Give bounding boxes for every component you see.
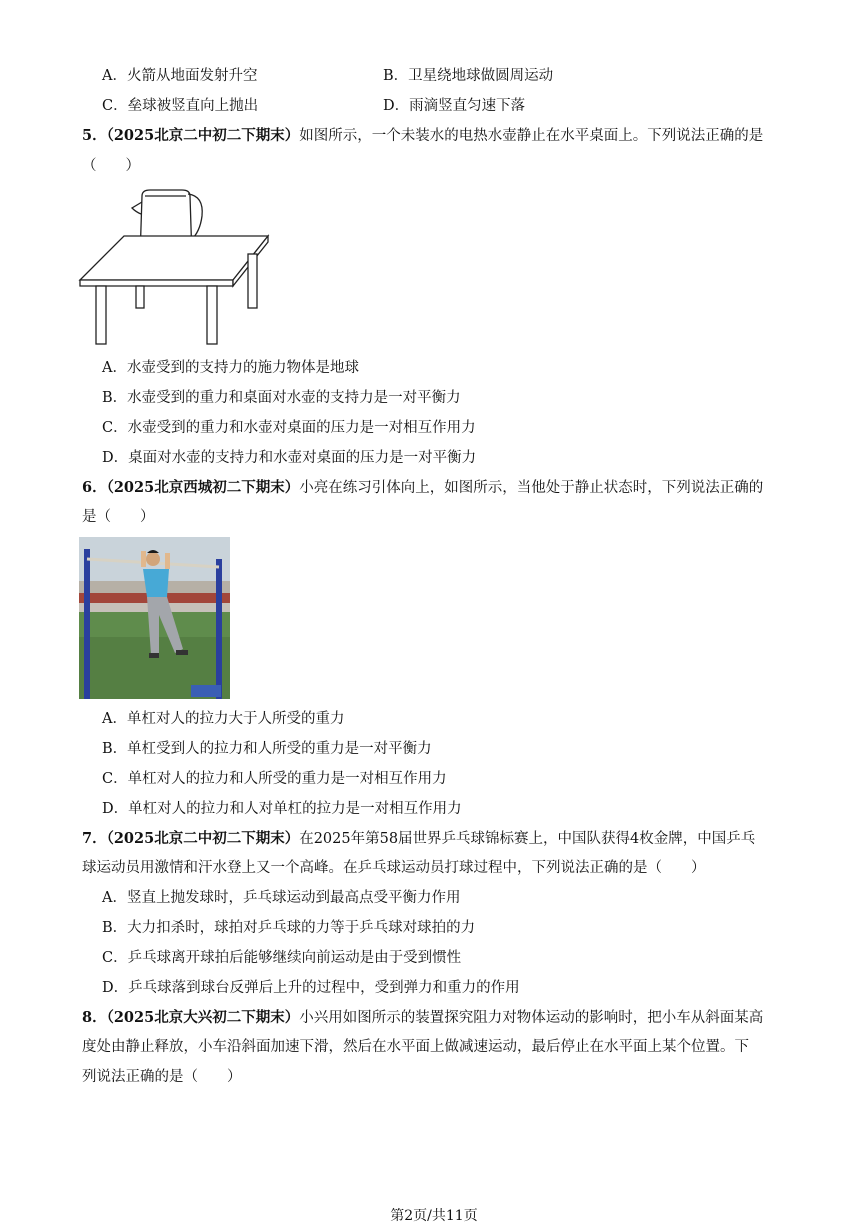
prev-option-d: D．雨滴竖直匀速下落 — [383, 98, 526, 114]
q8-stem-cont: 度处由静止释放，小车沿斜面加速下滑，然后在水平面上做减速运动，最后停止在水平面上某个位置。下 — [82, 1039, 749, 1055]
q7-option-c: C．乒乓球离开球拍后能够继续向前运动是由于受到惯性 — [102, 950, 462, 966]
kettle-on-table-figure — [78, 182, 272, 346]
bar-pole-right — [216, 559, 222, 699]
q8-stem: 8．（2025北京大兴初二下期末）小兴用如图所示的装置探究阻力对物体运动的影响时，把小车从斜面某高 — [82, 1009, 764, 1026]
q5-stem: 5．（2025北京二中初二下期末）如图所示，一个未装水的电热水壶静止在水平桌面上。下列说法正确的是 — [82, 127, 764, 144]
q7-option-d: D．乒乓球落到球台反弹后上升的过程中，受到弹力和重力的作用 — [102, 980, 520, 996]
q5-stem-cont: （ ） — [82, 158, 140, 174]
table-leg — [207, 286, 217, 344]
prev-option-a: A．火箭从地面发射升空 — [102, 68, 258, 84]
bar-pole-left — [84, 549, 90, 699]
q6-option-c: C．单杠对人的拉力和人所受的重力是一对相互作用力 — [102, 771, 447, 787]
table-leg — [248, 254, 257, 308]
q6-option-b: B．单杠受到人的拉力和人所受的重力是一对平衡力 — [102, 741, 432, 757]
q6-stem-cont: 是（ ） — [82, 509, 155, 525]
kettle-spout — [132, 202, 142, 214]
q5-option-a: A．水壶受到的支持力的施力物体是地球 — [102, 360, 359, 376]
q7-stem-cont: 球运动员用激情和汗水登上又一个高峰。在乒乓球运动员打球过程中，下列说法正确的是（ ） — [82, 860, 706, 876]
prev-option-c: C．垒球被竖直向上抛出 — [102, 98, 259, 114]
pull-up-photo — [79, 537, 230, 699]
table-leg — [136, 286, 144, 308]
q7-option-b: B．大力扣杀时，球拍对乒乓球的力等于乒乓球对球拍的力 — [102, 920, 476, 936]
prev-option-b: B．卫星绕地球做圆周运动 — [383, 68, 554, 84]
q8-stem-cont2: 列说法正确的是（ ） — [82, 1069, 242, 1085]
q5-option-d: D．桌面对水壶的支持力和水壶对桌面的压力是一对平衡力 — [102, 450, 477, 466]
q6-option-d: D．单杠对人的拉力和人对单杠的拉力是一对相互作用力 — [102, 801, 462, 817]
q6-option-a: A．单杠对人的拉力大于人所受的重力 — [102, 711, 345, 727]
table-leg — [96, 286, 106, 344]
page-footer: 第2页/共11页 — [390, 1208, 478, 1224]
q5-option-c: C．水壶受到的重力和水壶对桌面的压力是一对相互作用力 — [102, 420, 476, 436]
q5-option-b: B．水壶受到的重力和桌面对水壶的支持力是一对平衡力 — [102, 390, 461, 406]
q7-stem: 7．（2025北京二中初二下期末）在2025年第58届世界乒乓球锦标赛上，中国队获得4枚金牌，中国乒乓 — [82, 830, 756, 847]
q6-stem: 6．（2025北京西城初二下期末）小亮在练习引体向上，如图所示，当他处于静止状态时，下列说法正确的 — [82, 479, 764, 496]
q7-option-a: A．竖直上抛发球时，乒乓球运动到最高点受平衡力作用 — [102, 890, 461, 906]
